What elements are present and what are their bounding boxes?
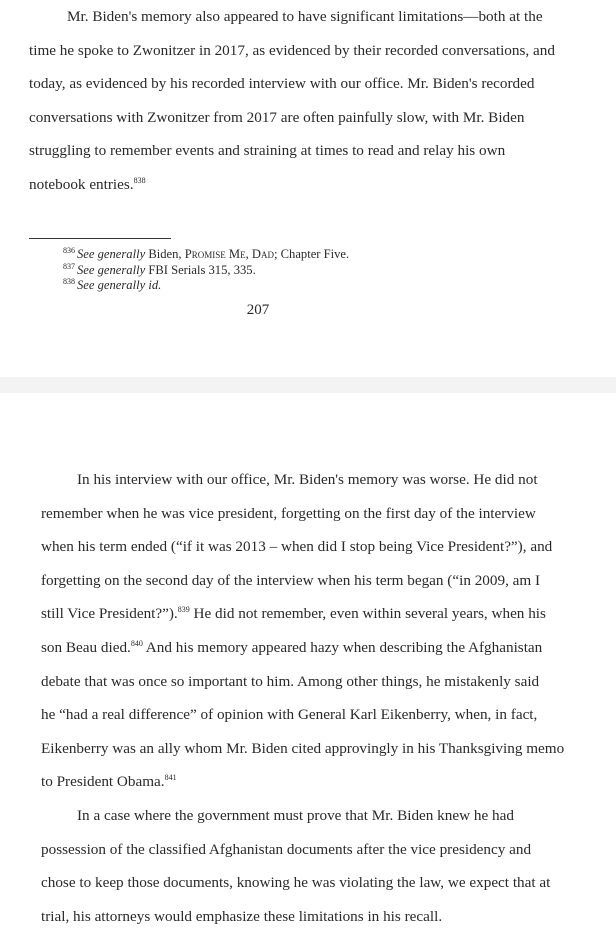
document-page-207 [0, 0, 616, 377]
footnote-marker: 837 [63, 261, 77, 271]
text-run: today, as evidenced by his recorded interview with our office. Mr. Biden's recorded [29, 75, 535, 93]
text-line [29, 75, 535, 93]
text-run: FBI Serials 315, 335. [145, 262, 256, 277]
text-run: ; Chapter Five. [273, 247, 350, 261]
text-line [41, 605, 546, 623]
text-line [67, 8, 543, 26]
footnote [63, 263, 256, 277]
text-line [41, 840, 532, 859]
text-run: See generally [77, 262, 146, 277]
text-run: struggling to remember events and straining at times to read and relay his own [29, 142, 506, 160]
text-line [41, 672, 540, 691]
text-run: when his term ended (“if it was 2013 – when did I stop being Vice President?”), and [41, 538, 553, 556]
text-line [41, 571, 541, 590]
text-run: time he spoke to Zwonitzer in 2017, as evidenced by their recorded conversations, and [29, 41, 555, 59]
footnote [63, 278, 161, 292]
text-line [41, 638, 543, 657]
text-line [77, 807, 514, 825]
text-run: trial, his attorneys would emphasize these limitations in his recall. [41, 907, 443, 925]
footnote-marker: 838 [63, 276, 77, 286]
text-line [77, 471, 538, 489]
text-run: In a case where the government must prove that Mr. Biden knew he had [77, 807, 514, 824]
footnote [63, 247, 349, 261]
text-run: to President Obama. [41, 773, 165, 791]
document-page-208 [0, 393, 616, 937]
text-line [29, 41, 555, 60]
text-run: debate that was once so important to him. Among other things, he mistakenly said [41, 672, 540, 690]
text-run: still Vice President?”). [41, 605, 178, 623]
text-run: chose to keep those documents, knowing he was violating the law, we expect that at [41, 874, 551, 892]
footnote-marker: 841 [164, 773, 177, 783]
text-line [41, 538, 553, 556]
text-run: Mr. Biden's memory also appeared to have significant limitations—both at the [67, 8, 543, 25]
footnote-marker: 840 [130, 638, 143, 648]
text-line [41, 504, 536, 523]
text-line [29, 176, 491, 194]
text-line [29, 108, 525, 127]
text-run: He did not remember, even within several years, when his [189, 605, 546, 623]
text-line [41, 908, 496, 926]
text-run: remember when he was vice president, forgetting on the first day of the interview [41, 504, 536, 522]
text-run: Biden, [145, 247, 185, 261]
text-run: Eikenberry was an ally whom Mr. Biden cited approvingly in his Thanksgiving memo [41, 739, 565, 757]
footnote-divider [29, 238, 171, 239]
text-line [29, 142, 506, 160]
text-run: See generally [77, 247, 146, 261]
text-run: In his interview with our office, Mr. Biden's memory was worse. He did not [77, 471, 538, 488]
text-line [41, 706, 538, 724]
text-line [41, 773, 496, 791]
text-run: See generally id. [77, 278, 162, 292]
text-run: son Beau died. [41, 639, 131, 656]
text-line [41, 739, 565, 758]
page-number: 207 [246, 302, 270, 318]
text-run: Promise Me, Dad [184, 247, 274, 261]
text-line [41, 874, 551, 892]
page-separator [0, 377, 616, 393]
text-run: he “had a real difference” of opinion with General Karl Eikenberry, when, in fact, [41, 706, 538, 724]
text-run: notebook entries. [29, 176, 134, 193]
footnote-marker: 838 [133, 175, 146, 185]
text-run: And his memory appeared hazy when describing the Afghanistan [142, 639, 543, 656]
text-run: forgetting on the second day of the interview when his term began (“in 2009, am I [41, 571, 541, 589]
text-run: conversations with Zwonitzer from 2017 are often painfully slow, with Mr. Biden [29, 108, 525, 126]
footnote-marker: 836 [63, 245, 77, 255]
text-run: possession of the classified Afghanistan documents after the vice presidency and [41, 840, 532, 858]
footnote-marker: 839 [177, 605, 190, 615]
